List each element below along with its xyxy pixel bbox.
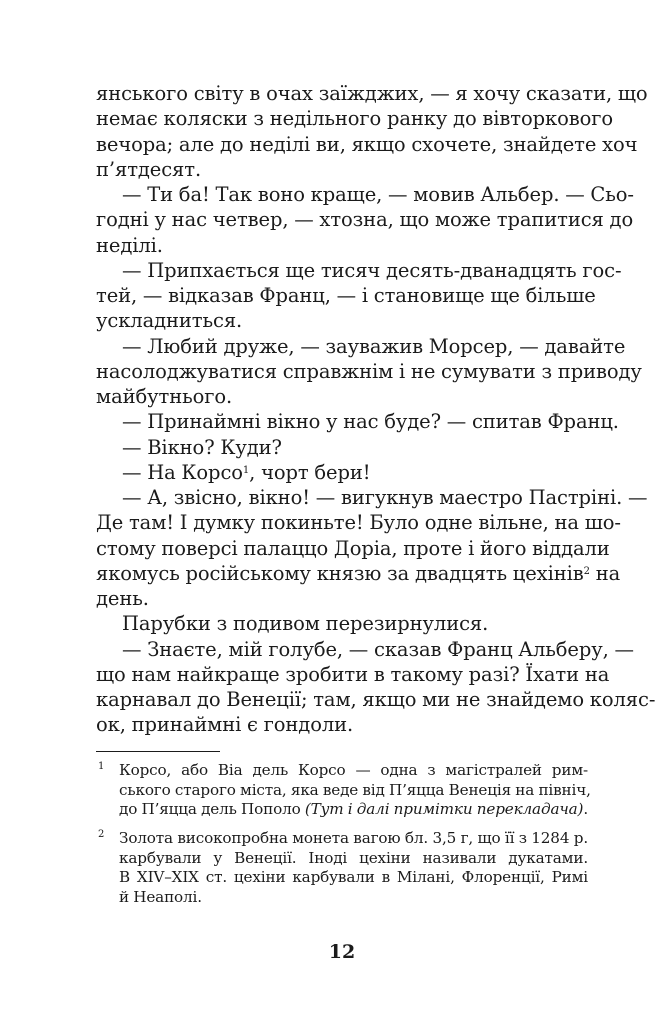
text-line: насолоджуватися справжнім і не сумувати з приводу [96,359,642,383]
text-line: Де там! І думку покиньте! Було одне вільне, на шо- [96,511,621,535]
footnote-separator [96,751,220,752]
text-line: ок, принаймні є гондоли. [96,713,354,737]
book-page [96,0,656,1024]
text-fragment: до П’яцца дель Пополо [119,800,305,818]
text-fragment: на [589,561,621,585]
text-line: карнавал до Венеції; там, якщо ми не знайдемо коляс- [96,688,656,711]
footnote-line: Корсо, або Віа дель Корсо — одна з магістралей рим- [119,761,588,779]
footnote-line: Золота високопробна монета вагою бл. 3,5 г, що її з 1284 р. [119,829,588,847]
footnote-line: ського старого міста, яка веде від П’яцца Венеція на північ, [119,780,591,799]
text-line: — Припхається ще тисяч десять-дванадцять гос- [122,258,622,282]
footnote-2 [96,829,588,907]
text-line: день. [96,587,149,610]
text-line: янського світу в очах заїжджих, — я хочу сказати, що [96,82,648,105]
text-line: неділі. [96,233,163,257]
text-line: вечора; але до неділі ви, якщо схочете, знайдете хоч [96,132,638,156]
text-fragment: якомусь російському князю за двадцять цехінів [96,561,584,585]
text-line: Парубки з подивом перезирнулися. [122,612,489,636]
text-line: — Вікно? Куди? [122,435,282,459]
footnote-number: 1 [98,761,105,772]
footnote-line: й Неаполі. [119,887,202,906]
footnote-number: 2 [98,829,105,840]
translator-note: (Тут і далі примітки перекладача) [304,800,584,818]
main-text [96,81,656,738]
text-line: ускладниться. [96,309,243,333]
text-line [96,561,621,586]
text-line: — А, звісно, вікно! — вигукнув маестро Пастріні. — [122,486,648,509]
text-line: немає коляски з недільного ранку до вівторкового [96,107,613,131]
footnote-ref: 1 [242,464,250,476]
text-line: стому поверсі палаццо Доріа, проте і його віддали [96,536,610,560]
page-number: 12 [328,941,356,963]
text-line [96,460,588,485]
text-line: — Любий друже, — зауважив Морсер, — давайте [122,334,626,358]
text-line: п’ятдесят. [96,157,202,181]
footnote-1 [96,761,591,820]
footnote-line: карбували у Венеції. Іноді цехіни називали дукатами. [119,848,588,867]
text-line: годні у нас четвер, — хтозна, що може трапитися до [96,208,634,232]
footnote-line [119,800,588,820]
text-fragment: . [583,800,589,818]
text-line: — Ти ба! Так воно краще, — мовив Альбер. — Сьо- [122,183,634,206]
footnote-line: В XIV–XIX ст. цехіни карбували в Мілані, Флоренції, Римі [119,868,588,886]
text-line: що нам найкраще зробити в такому разі? Їхати на [96,662,610,686]
text-line: — Знаєте, мій голубе, — сказав Франц Альберу, — [122,637,634,661]
text-line: — Принаймні вікно у нас буде? — спитав Франц. [122,410,619,434]
text-line: майбутнього. [96,385,233,408]
text-line: тей, — відказав Франц, — і становище ще більше [96,284,596,307]
text-fragment: , чорт бери! [249,460,371,484]
text-fragment: — На Корсо [122,460,243,484]
footnote-ref: 2 [583,565,590,577]
